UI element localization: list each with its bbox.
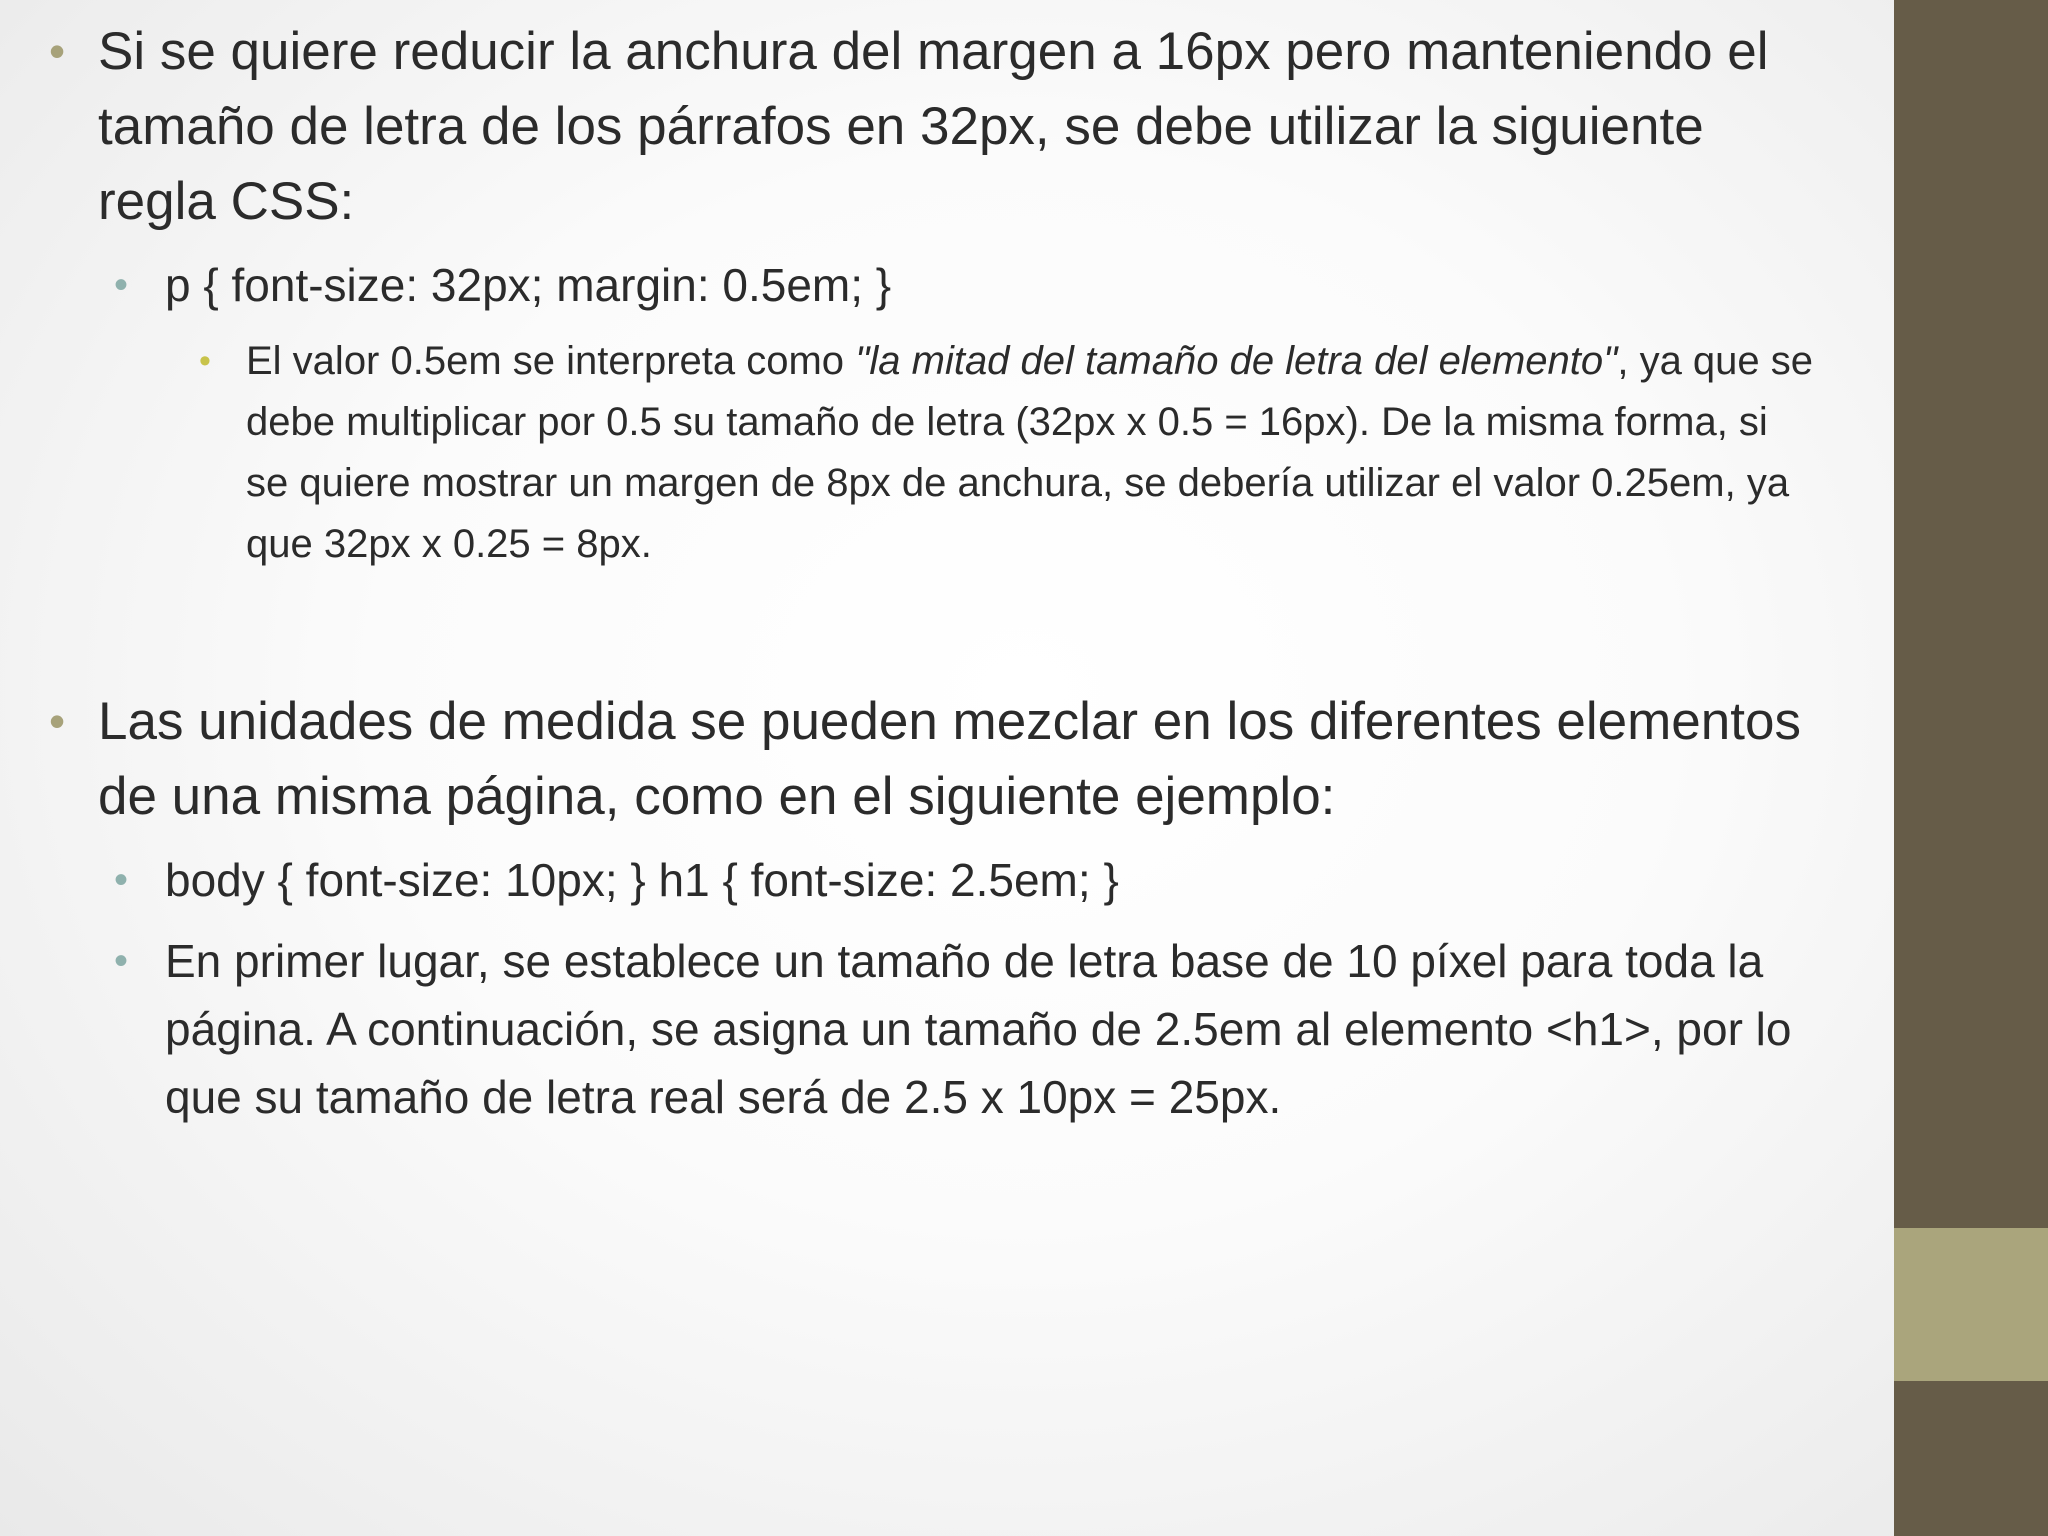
bullet-text: Si se quiere reducir la anchura del margen a 16px pero manteniendo el tamaño de letra de los párrafos en 32px, se debe utilizar la siguiente regla CSS:	[98, 22, 1769, 231]
bullet-item-level1	[49, 684, 1818, 834]
bullet-text: p { font-size: 32px; margin: 0.5em; }	[165, 259, 892, 311]
bullet-text	[246, 331, 1816, 575]
bullet-text-part: , ya que se debe multiplicar por 0.5 su tamaño de letra (32px x 0.5 = 16px). De la misma forma, si se quiere mostrar un margen de 8px de anchura, se debería utilizar el valor 0.25em, ya que 32px x 0.25 = 8px.	[246, 339, 1814, 566]
bullet-dot: •	[114, 939, 129, 983]
bullet-dot: •	[199, 342, 211, 380]
bullet-item-level3	[199, 331, 1816, 575]
bullet-dot: •	[49, 695, 66, 747]
bullet-dot: •	[114, 858, 129, 902]
bullet-text: body { font-size: 10px; } h1 { font-size: 2.5em; }	[165, 854, 1119, 906]
bullet-item-level2	[114, 927, 1815, 1131]
bullet-item-level2	[114, 251, 1815, 319]
bullet-text: En primer lugar, se establece un tamaño de letra base de 10 píxel para toda la página. A continuación, se asigna un tamaño de 2.5em al elemento <h1>, por lo que su tamaño de letra real será de 2.5 x 10px = 25px.	[165, 935, 1792, 1123]
bullet-text-part: El valor 0.5em se interpreta como	[246, 339, 856, 383]
decorative-sidebar-accent	[1894, 1228, 2048, 1381]
bullet-dot: •	[114, 263, 129, 307]
bullet-item-level1	[49, 14, 1818, 239]
bullet-dot: •	[49, 25, 66, 77]
bullet-item-level2	[114, 846, 1815, 914]
bullet-text-italic: "la mitad del tamaño de letra del elemento"	[855, 339, 1618, 383]
bullet-text: Las unidades de medida se pueden mezclar en los diferentes elementos de una misma página, como en el siguiente ejemplo:	[98, 692, 1801, 826]
